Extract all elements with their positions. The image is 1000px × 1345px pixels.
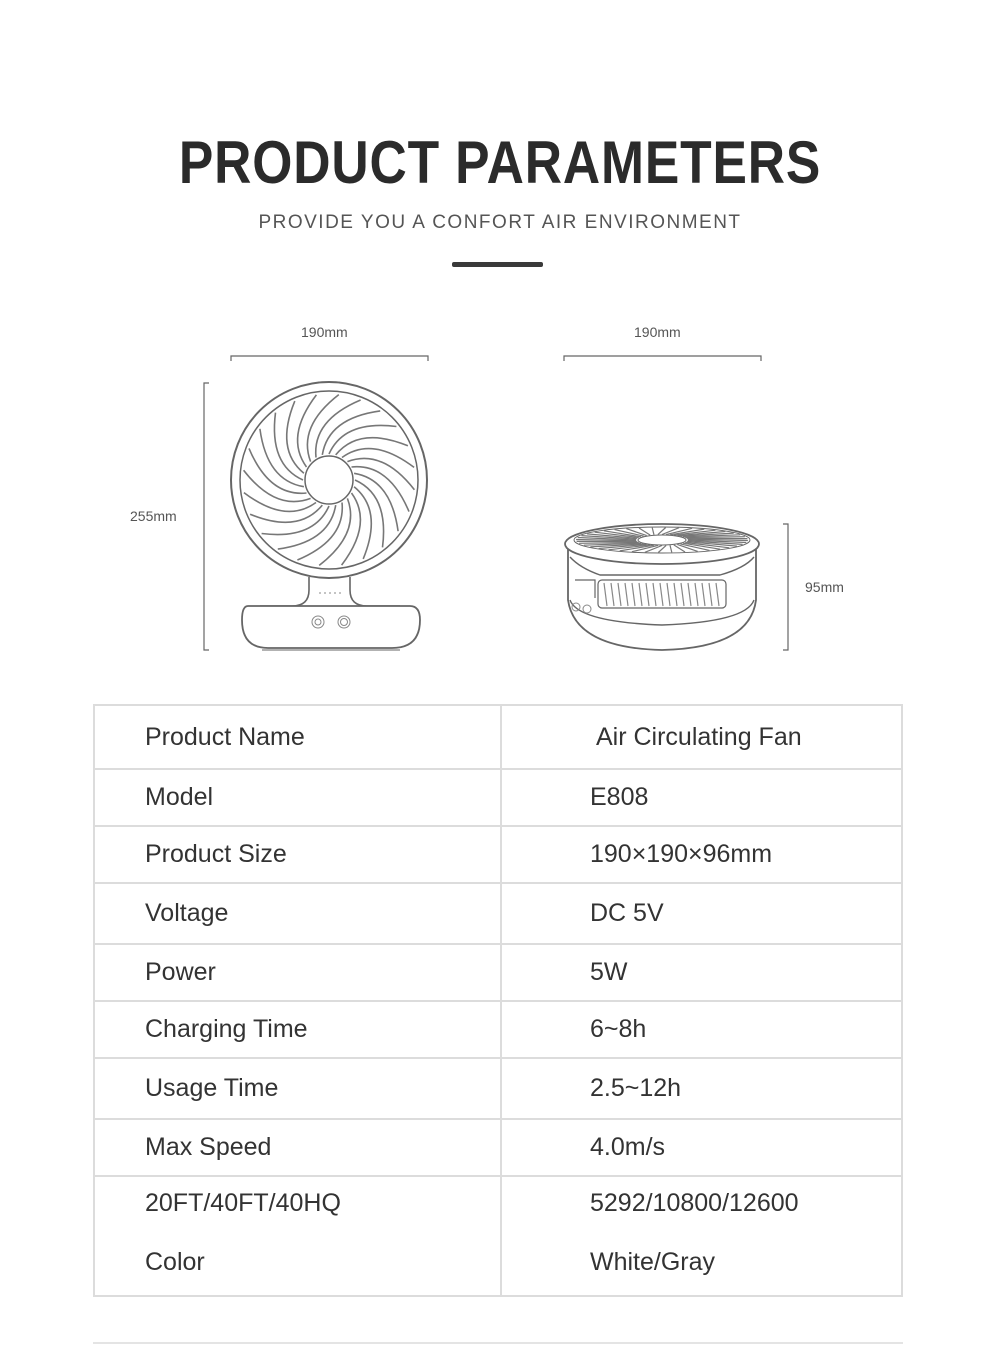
spec-value: White/Gray <box>590 1248 716 1276</box>
front-width-label: 190mm <box>301 324 348 340</box>
spec-value: 2.5~12h <box>501 1058 902 1119</box>
table-row <box>94 769 902 826</box>
folded-fan-drawing <box>565 524 759 650</box>
spec-value-group <box>501 1176 902 1296</box>
spec-label: Max Speed <box>94 1119 501 1176</box>
spec-label-group <box>94 1176 501 1296</box>
table-row <box>94 1001 902 1058</box>
spec-value: 5W <box>501 944 902 1001</box>
spec-label: 20FT/40FT/40HQ <box>145 1189 341 1217</box>
spec-label: Usage Time <box>94 1058 501 1119</box>
table-row <box>94 1176 902 1296</box>
spec-label: Charging Time <box>94 1001 501 1058</box>
table-row <box>94 944 902 1001</box>
front-fan-drawing <box>231 382 427 650</box>
spec-value: 190×190×96mm <box>501 826 902 883</box>
front-height-label: 255mm <box>130 508 177 524</box>
page-title: PRODUCT PARAMETERS <box>178 129 822 196</box>
spec-value: 5292/10800/12600 <box>590 1189 799 1217</box>
spec-value: 6~8h <box>501 1001 902 1058</box>
spec-value: 4.0m/s <box>501 1119 902 1176</box>
table-row <box>94 1119 902 1176</box>
bottom-divider <box>93 1342 903 1344</box>
spec-label: Power <box>94 944 501 1001</box>
spec-value: E808 <box>501 769 902 826</box>
spec-label: Model <box>94 769 501 826</box>
table-row <box>94 1058 902 1119</box>
table-row <box>94 826 902 883</box>
page-subtitle: PROVIDE YOU A CONFORT AIR ENVIRONMENT <box>258 212 742 233</box>
spec-label: Voltage <box>94 883 501 944</box>
spec-table <box>93 704 903 1297</box>
spec-label: Product Size <box>94 826 501 883</box>
spec-label: Color <box>145 1248 205 1276</box>
spec-value: DC 5V <box>501 883 902 944</box>
spec-label: Product Name <box>94 705 501 769</box>
folded-height-label: 95mm <box>805 579 844 595</box>
table-row <box>94 883 902 944</box>
table-row <box>94 705 902 769</box>
folded-width-label: 190mm <box>634 324 681 340</box>
spec-value: Air Circulating Fan <box>501 705 902 769</box>
